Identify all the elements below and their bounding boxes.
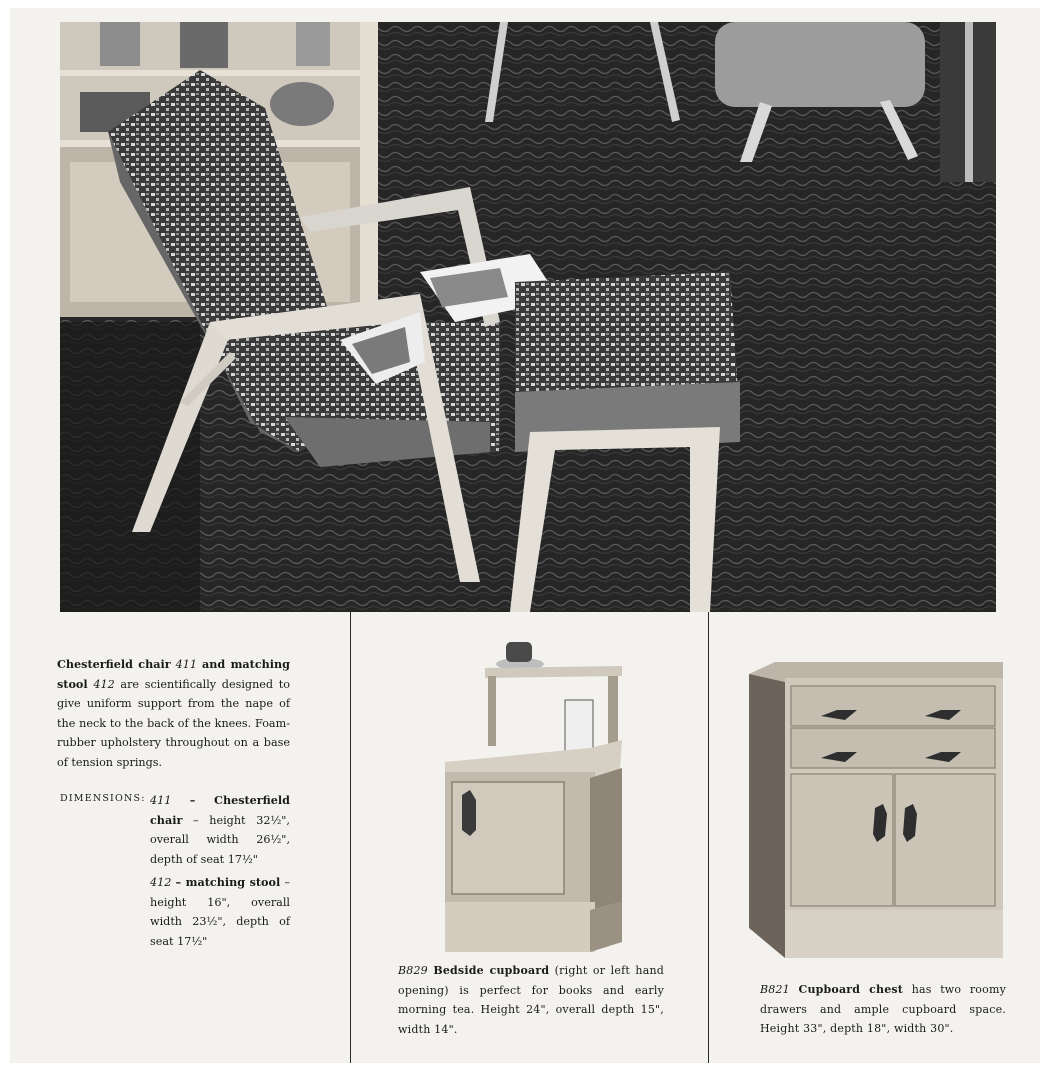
chair-dim-text: – height 32½", overall width 26½", depth of seat 17½" [150,813,290,866]
cupboard-chest-caption [760,980,1006,1039]
dimensions-block [150,791,290,955]
dimensions-label: DIMENSIONS: [60,793,146,804]
chair-body: are scientifically designed to give uniform support from the nape of the neck to the back of the knees. Foam-rubber upholstery throughout on a base of tension springs. [57,677,290,769]
chair-dim-model: 411 [150,794,172,807]
bedside-body: (right or left hand opening) is perfect for books and early morning tea. Height 24", overall depth 15", width 14". [398,964,665,1036]
chest-title: Cupboard chest [798,983,904,996]
stool-dim-name: – matching stool [175,875,281,889]
column-divider-left [350,612,351,1063]
stool-dim-model: 412 [150,876,172,889]
chair-description [57,655,290,772]
chair-and-stool-photo [60,22,996,612]
chair-conj: and matching [202,657,291,671]
stool-dimensions [150,873,290,951]
chair-title: Chesterfield chair [57,657,171,671]
column-divider-right [708,612,709,1063]
cupboard-chest-illustration [745,658,1010,963]
stool-model: 412 [93,677,115,691]
bedside-cupboard-caption [398,961,664,1039]
bedside-title: Bedside cupboard [433,964,550,977]
stool-dim-text: – height 16", overall width 23½", depth of seat 17½" [150,876,291,948]
chair-dimensions [150,791,290,869]
chair-model: 411 [175,658,198,671]
chair-dim-name: – Chesterfield chair [150,793,290,827]
bedside-model: B829 [398,964,428,977]
chest-model: B821 [760,983,790,996]
stool-title: stool [57,676,88,691]
chest-body: has two roomy drawers and ample cupboard space. Height 33", depth 18", width 30". [760,983,1006,1035]
bedside-cupboard-illustration [440,640,630,960]
